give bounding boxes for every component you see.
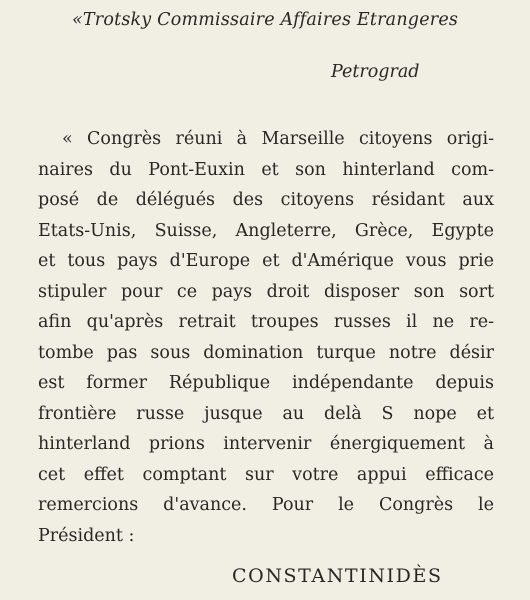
signature: CONSTANTINIDÈS [232,565,443,587]
addressee-line: «Trotsky Commissaire Affaires Etrangeres [72,10,459,30]
body-line: Président : [38,525,135,546]
body-line: remercions d'avance. Pour le Congrès le [38,495,494,515]
body-line: Etats-Unis, Suisse, Angleterre, Grèce, Egypte [38,220,494,241]
body-line: est former République indépendante depuis [38,373,494,393]
telegram-body [38,124,494,551]
place-line: Petrograd [331,62,420,82]
body-line: tombe pas sous domination turque notre désir [38,342,494,363]
body-line: frontière russe jusque au delà S nope et [38,403,494,424]
body-line: et tous pays d'Europe et d'Amérique vous prie [38,251,494,271]
body-line: afin qu'après retrait troupes russes il ne re- [38,312,494,332]
body-line: hinterland prions intervenir énergiquement à [38,434,494,454]
body-line: stipuler pour ce pays droit disposer son sort [38,281,494,302]
body-line: cet effet comptant sur votre appui efficace [38,464,494,485]
body-line: naires du Pont-Euxin et son hinterland com- [38,159,494,180]
body-line: « Congrès réuni à Marseille citoyens origi- [62,129,494,149]
body-line: posé de délégués des citoyens résidant aux [38,190,494,210]
